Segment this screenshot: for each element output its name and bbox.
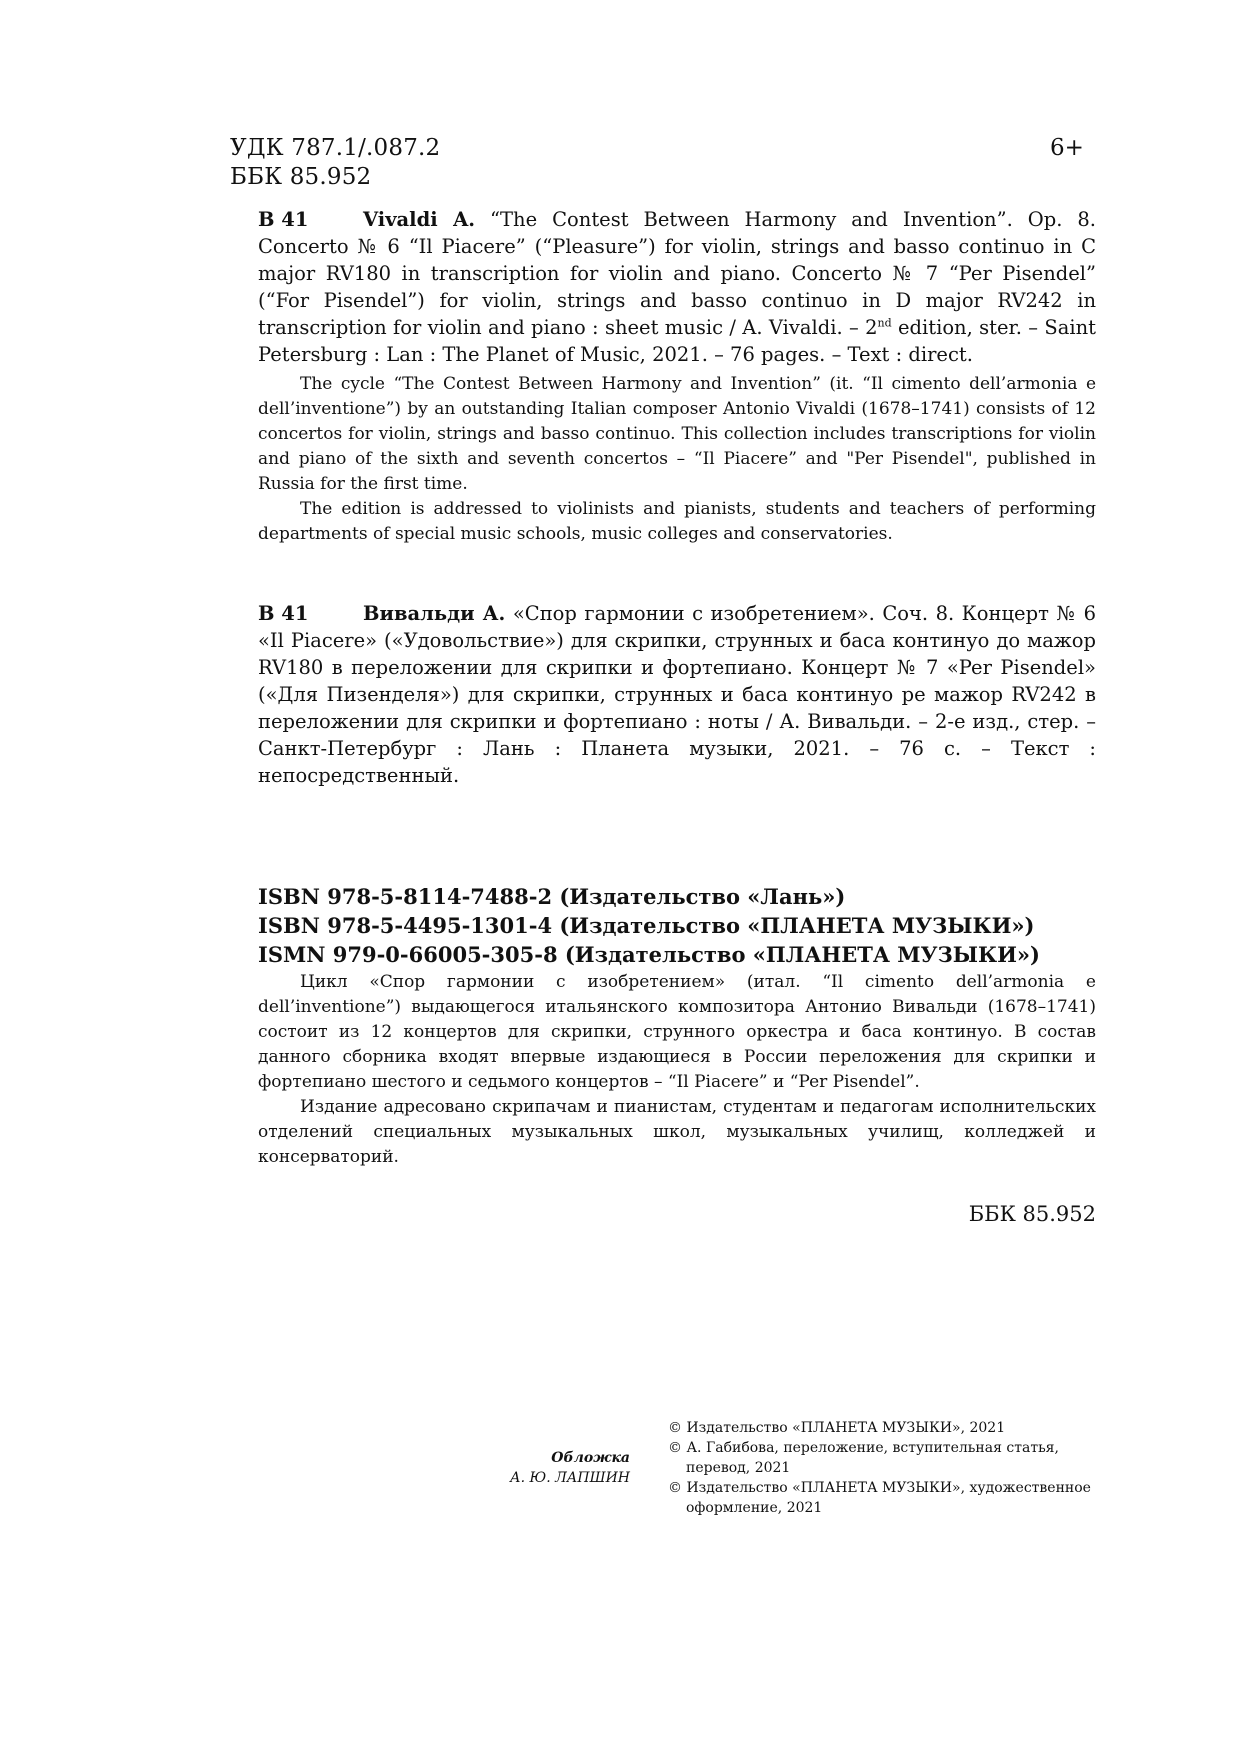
entry-author: Вивальди А.	[363, 602, 506, 625]
isbn-lan: ISBN 978-5-8114-7488-2 (Издательство «Лань»)	[258, 884, 846, 909]
age-rating: 6+	[1050, 135, 1084, 161]
entry-body	[258, 206, 1096, 368]
abstract-paragraph: The cycle “The Contest Between Harmony and Invention” (it. “Il cimento dell’armonia e dell’inventione”) by an outstanding Italian composer Antonio Vivaldi (1678–1741) consists of 12 concertos for violin, strings and basso continuo. This collection includes transcriptions for violin and piano of the sixth and seventh concertos – “Il Piacere” and "Per Pisendel", published in Russia for the first time.	[258, 374, 1096, 494]
entry-author: Vivaldi A.	[363, 208, 476, 231]
udk-code: УДК 787.1/.087.2	[230, 135, 441, 161]
entry-body	[258, 600, 1096, 789]
entry-code: В 41	[258, 208, 309, 231]
classification-header	[230, 134, 440, 192]
entry-description: «Спор гармонии с изобретением». Соч. 8. Концерт № 6 «Il Piacere» («Удовольствие») для скрипки, струнных и баса континуо до мажор RV180 в переложении для скрипки и фортепиано. Концерт № 7 «Per Pisendel» («Для Пизенделя») для скрипки, струнных и баса континуо ре мажор RV242 в переложении для скрипки и фортепиано : ноты / А. Вивальди. – 2-е изд., стер. – Санкт-Петербург : Лань : Планета музыки, 2021. – 76 с. – Текст : непосредственный.	[258, 602, 1096, 787]
cover-artist: А. Ю. ЛАПШИН	[510, 1470, 630, 1486]
cover-label: Обложка	[551, 1450, 630, 1466]
english-abstract	[258, 372, 1096, 547]
entry-description-end: edition, ster. – Saint Petersburg : Lan : The Planet of Music, 2021. – 76 pages. – Text : direct.	[258, 316, 1096, 366]
russian-abstract	[258, 970, 1096, 1170]
copyright-line: © Издательство «ПЛАНЕТА МУЗЫКИ», 2021	[668, 1420, 1006, 1436]
identifier-list	[258, 882, 1096, 969]
ismn-planet: ISMN 979-0-66005-305-8 (Издательство «ПЛАНЕТА МУЗЫКИ»)	[258, 942, 1040, 967]
english-bibliographic-entry	[258, 206, 1096, 368]
copyright-block	[668, 1418, 1098, 1518]
abstract-paragraph: The edition is addressed to violinists and pianists, students and teachers of performing departments of special music schools, music colleges and conservatories.	[258, 499, 1096, 544]
bbk-footer: ББК 85.952	[968, 1202, 1096, 1226]
russian-bibliographic-entry	[258, 600, 1096, 789]
edition-superscript: nd	[877, 316, 892, 330]
abstract-paragraph: Цикл «Спор гармонии с изобретением» (итал. “Il cimento dell’armonia e dell’inventione”) выдающегося итальянского композитора Антонио Вивальди (1678–1741) состоит из 12 концертов для скрипки, струнного оркестра и баса континуо. В состав данного сборника входят впервые издающиеся в России переложения для скрипки и фортепиано шестого и седьмого концертов – “Il Piacere” и “Per Pisendel”.	[258, 972, 1096, 1092]
copyright-line: © А. Габибова, переложение, вступительная статья, перевод, 2021	[668, 1440, 1059, 1476]
copyright-line: © Издательство «ПЛАНЕТА МУЗЫКИ», художественное оформление, 2021	[668, 1480, 1091, 1516]
entry-description: “The Contest Between Harmony and Invention”. Op. 8. Concerto № 6 “Il Piacere” (“Pleasure”) for violin, strings and basso continuo in C major RV180 in transcription for violin and piano. Concerto № 7 “Per Pisendel” (“For Pisendel”) for violin, strings and basso continuo in D major RV242 in transcription for violin and piano : sheet music / A. Vivaldi. – 2	[258, 208, 1096, 339]
bbk-code: ББК 85.952	[230, 164, 372, 190]
abstract-paragraph: Издание адресовано скрипачам и пианистам, студентам и педагогам исполнительских отделений специальных музыкальных школ, музыкальных училищ, колледжей и консерваторий.	[258, 1097, 1096, 1167]
cover-credit	[470, 1448, 630, 1488]
isbn-planet: ISBN 978-5-4495-1301-4 (Издательство «ПЛАНЕТА МУЗЫКИ»)	[258, 913, 1035, 938]
entry-code: В 41	[258, 602, 309, 625]
